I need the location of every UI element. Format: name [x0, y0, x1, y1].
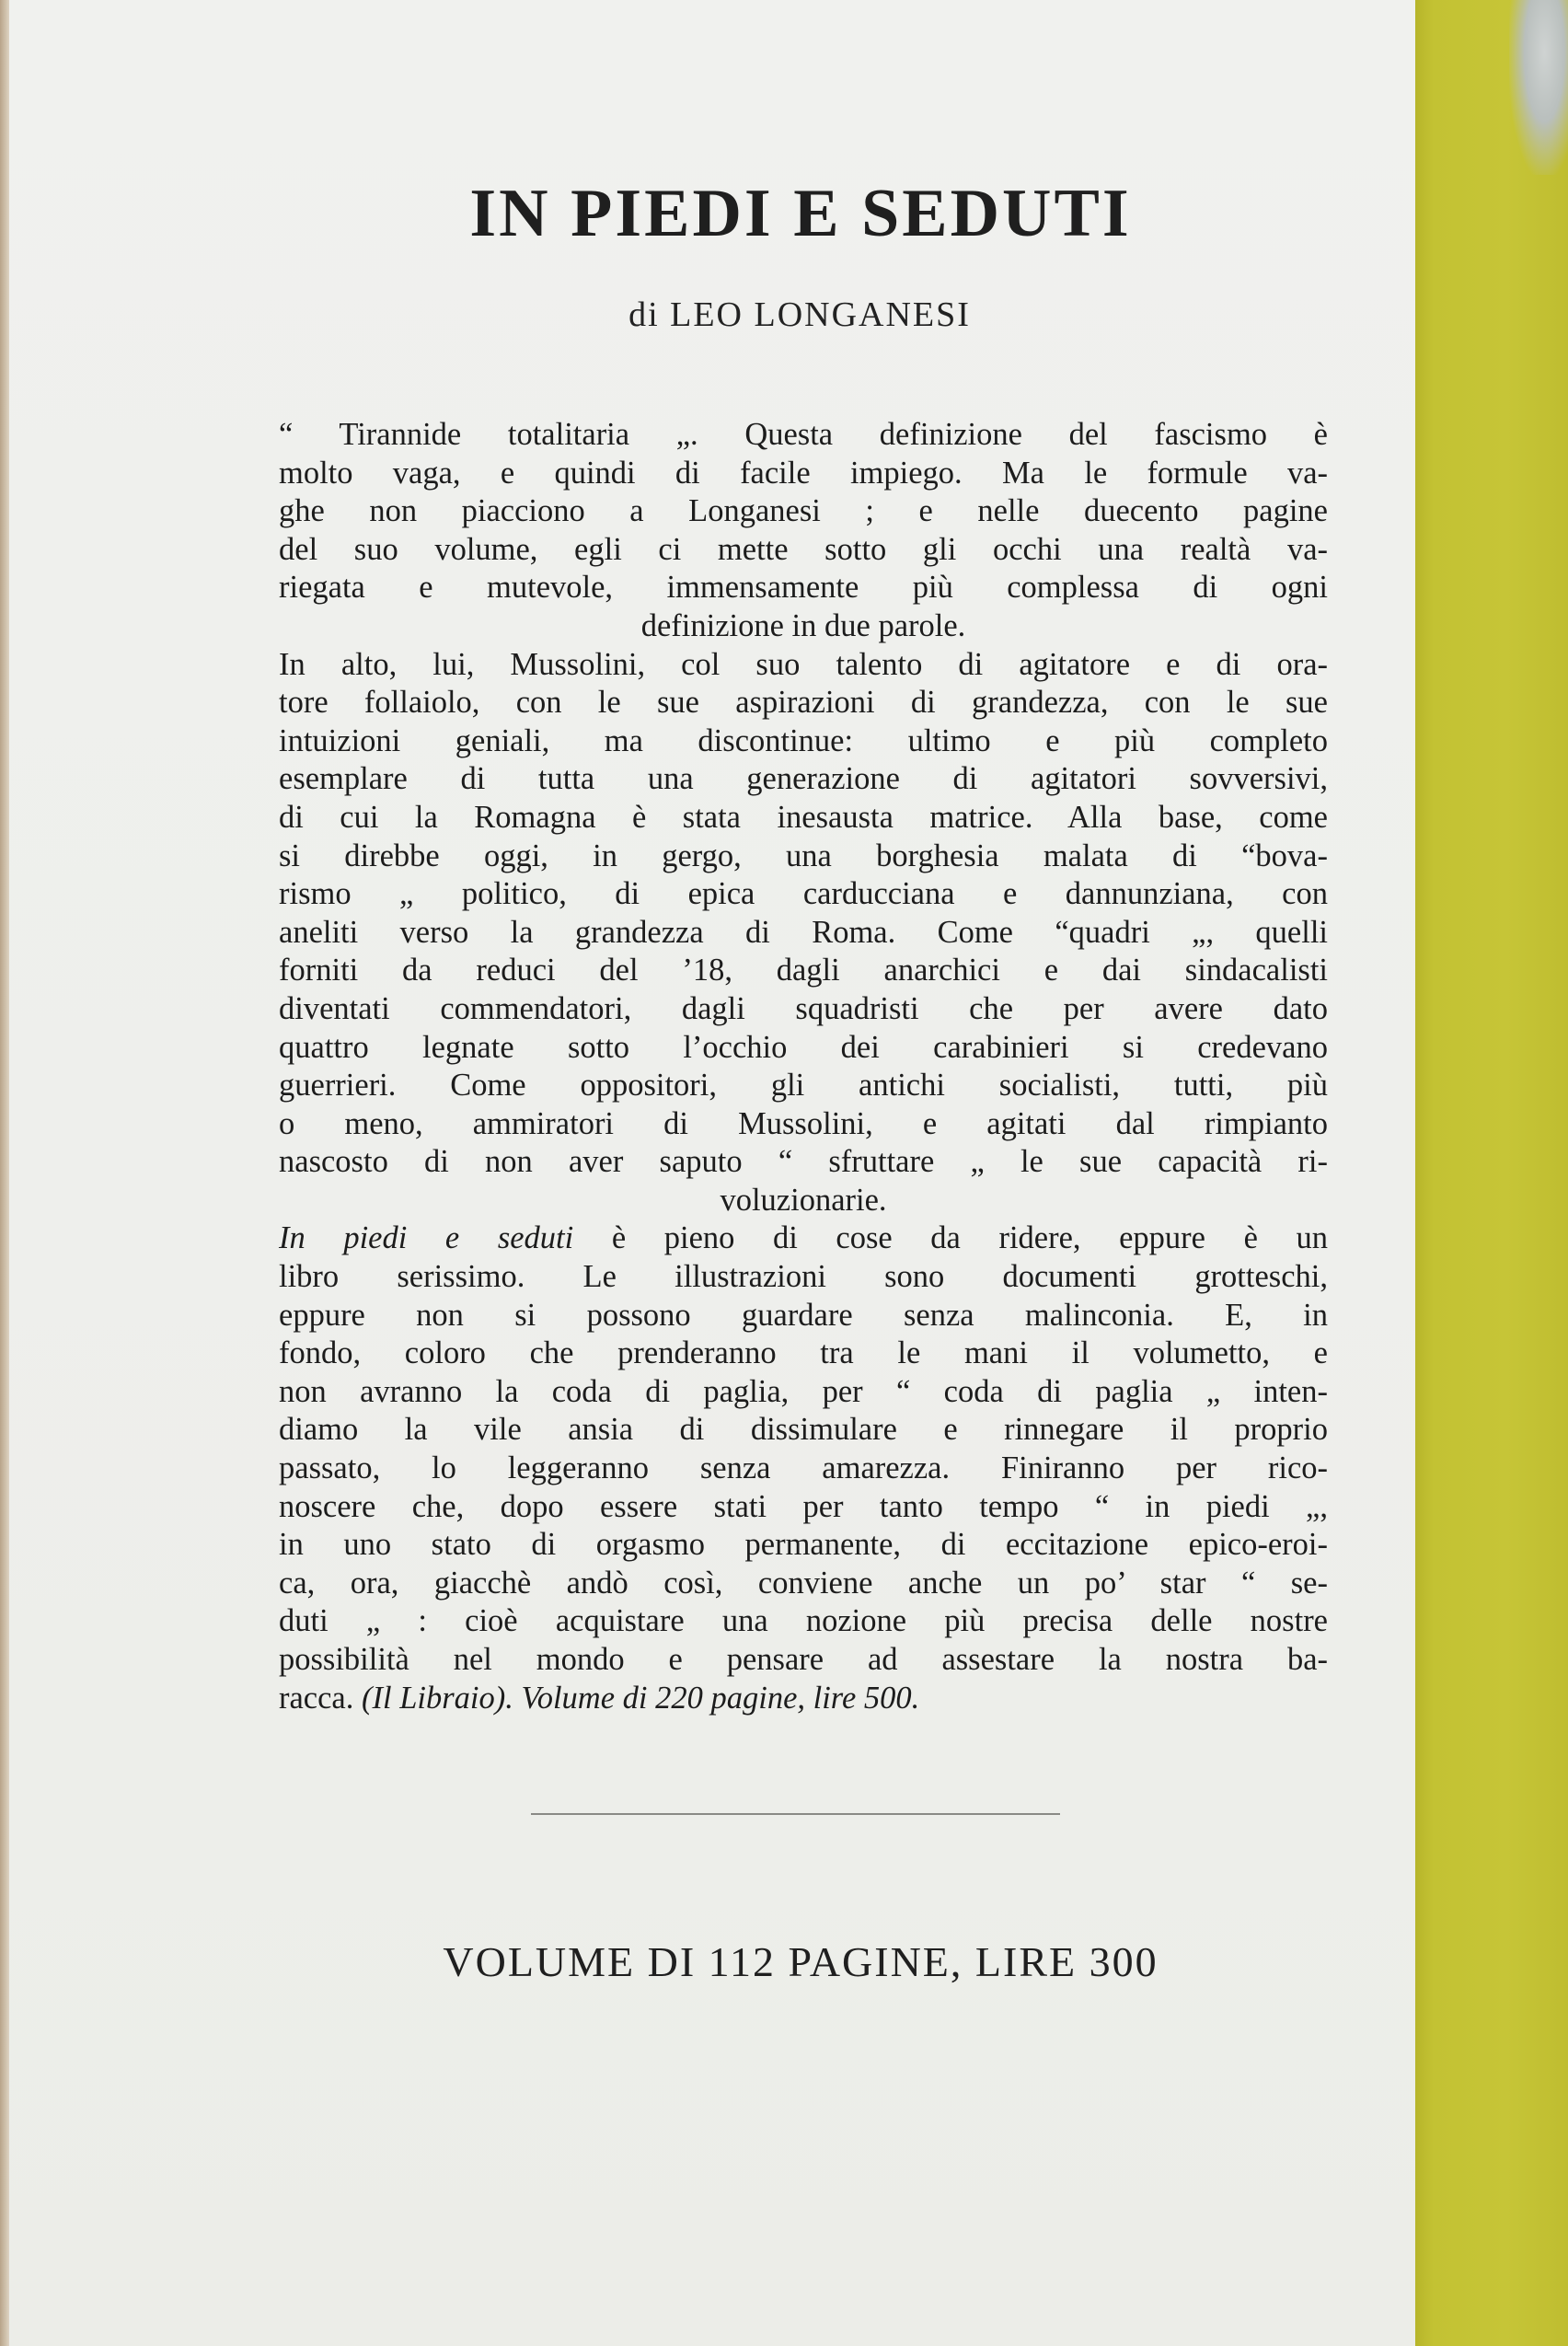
blurb-line: in uno stato di orgasmo permanente, di eccitazione epico-eroi-	[279, 1527, 1328, 1563]
italic-source-note: (Il Libraio). Volume di 220 pagine, lire 500.	[362, 1680, 920, 1716]
blurb-line: rismo „ politico, di epica carducciana e dannunziana, con	[279, 876, 1328, 912]
blurb-line: In alto, lui, Mussolini, col suo talento di agitatore e di ora-	[279, 646, 1328, 682]
blurb-line: definizione in due parole.	[640, 607, 966, 643]
blurb-line: non avranno la coda di paglia, per “ coda di paglia „ inten-	[279, 1373, 1328, 1409]
blurb-line-text: è pieno di cose da ridere, eppure è un	[573, 1220, 1328, 1256]
blurb-line: aneliti verso la grandezza di Roma. Come “quadri „, quelli	[279, 914, 1328, 950]
blurb-line: nascosto di non aver saputo “ sfruttare „ le sue capacità ri-	[279, 1144, 1328, 1180]
blurb-line: si direbbe oggi, in gergo, una borghesia malata di “bova-	[279, 838, 1328, 873]
blurb-line: esemplare di tutta una generazione di agitatori sovversivi,	[279, 761, 1328, 797]
blurb-line: “ Tirannide totalitaria „. Questa definizione del fascismo è	[279, 417, 1328, 452]
author-line: di LEO LONGANESI	[628, 295, 971, 334]
italic-book-title: In piedi e seduti	[279, 1220, 574, 1256]
blurb-line: eppure non si possono guardare senza malinconia. E, in	[279, 1297, 1328, 1333]
blurb-line	[279, 1680, 1328, 1718]
blurb-line: del suo volume, egli ci mette sotto gli occhi una realtà va-	[279, 531, 1328, 567]
blurb-line: intuizioni geniali, ma discontinue: ultimo e più completo	[279, 722, 1328, 758]
blurb-line: possibilità nel mondo e pensare ad assestare la nostra ba-	[279, 1642, 1328, 1677]
blurb-line: fondo, coloro che prenderanno tra le mani il volumetto, e	[279, 1335, 1328, 1371]
blurb-line: ca, ora, giacchè andò così, conviene anche un po’ star “ se-	[279, 1565, 1328, 1601]
blurb-line: molto vaga, e quindi di facile impiego. Ma le formule va-	[279, 455, 1328, 491]
blurb-line: voluzionarie.	[720, 1182, 887, 1218]
blurb-line-text: racca.	[279, 1680, 362, 1716]
blurb-line: guerrieri. Come oppositori, gli antichi socialisti, tutti, più	[279, 1068, 1328, 1104]
blurb-line: forniti da reduci del ’18, dagli anarchici e dai sindacalisti	[279, 953, 1328, 988]
blurb-line: duti „ : cioè acquistare una nozione più precisa delle nostre	[279, 1603, 1328, 1639]
spine-wear-mark	[1509, 0, 1568, 175]
blurb-line: diventati commendatori, dagli squadristi che per avere dato	[279, 990, 1328, 1026]
blurb-line: ghe non piacciono a Longanesi ; e nelle duecento pagine	[279, 493, 1328, 529]
blurb-line: tore follaiolo, con le sue aspirazioni di grandezza, con le sue	[279, 685, 1328, 721]
price-line: VOLUME DI 112 PAGINE, LIRE 300	[443, 1938, 1159, 1985]
blurb-line: passato, lo leggeranno senza amarezza. Finiranno per rico-	[279, 1450, 1328, 1486]
blurb-line: riegata e mutevole, immensamente più complessa di ogni	[279, 570, 1328, 606]
blurb-line: o meno, ammiratori di Mussolini, e agitati dal rimpianto	[279, 1105, 1328, 1141]
blurb-line	[279, 1219, 1328, 1258]
blurb-text	[279, 416, 1328, 1717]
divider-rule	[531, 1813, 1060, 1815]
blurb-line: noscere che, dopo essere stati per tanto tempo “ in piedi „,	[279, 1488, 1328, 1524]
book-title: IN PIEDI E SEDUTI	[469, 176, 1132, 251]
blurb-line: quattro legnate sotto l’occhio dei carabinieri si credevano	[279, 1029, 1328, 1065]
yellow-spine	[1415, 0, 1568, 2346]
blurb-line: di cui la Romagna è stata inesausta matrice. Alla base, come	[279, 799, 1328, 835]
blurb-line: diamo la vile ansia di dissimulare e rinnegare il proprio	[279, 1412, 1328, 1448]
blurb-line: libro serissimo. Le illustrazioni sono documenti grotteschi,	[279, 1259, 1328, 1295]
